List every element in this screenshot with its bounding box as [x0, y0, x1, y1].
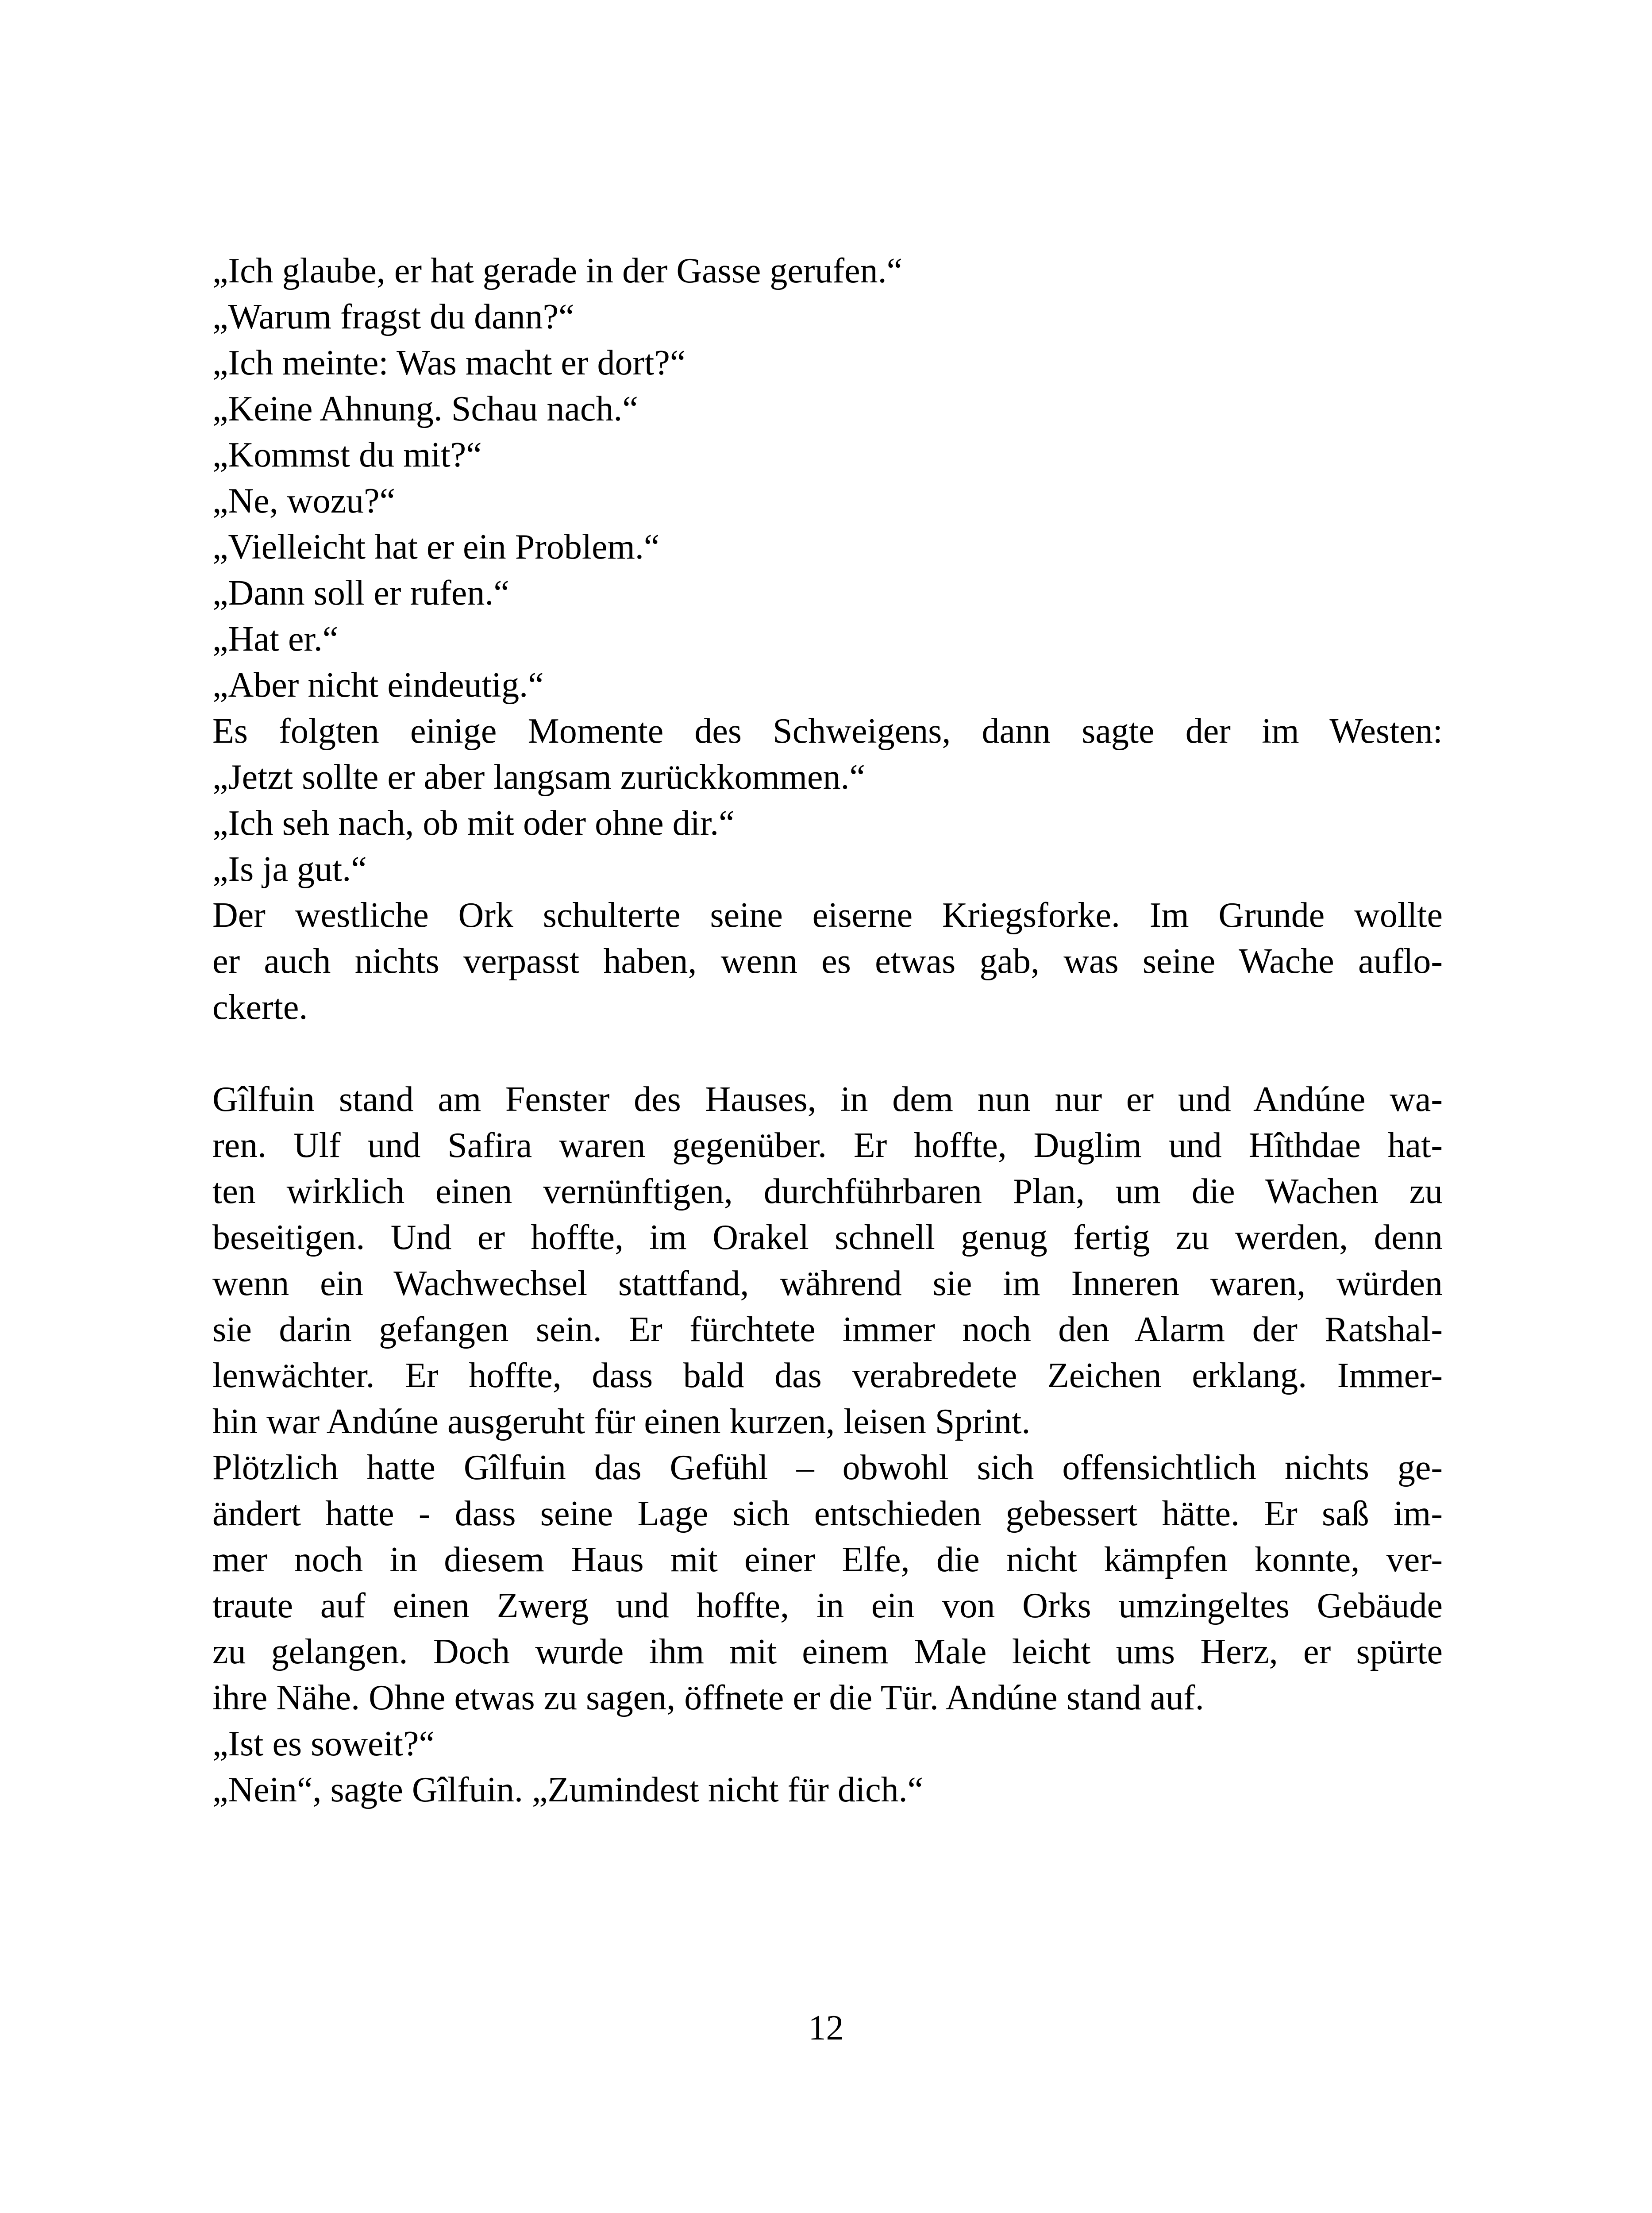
paragraph-line: Gîlfuin stand am Fenster des Hauses, in dem nun nur er und Andúne wa-: [212, 1080, 1443, 1119]
dialogue-line: „Dann soll er rufen.“: [212, 574, 509, 613]
dialogue-line: „Hat er.“: [212, 620, 339, 659]
dialogue-line: „Jetzt sollte er aber langsam zurückkommen.“: [212, 758, 865, 797]
paragraph-line: ten wirklich einen vernünftigen, durchführbaren Plan, um die Wachen zu: [212, 1172, 1443, 1211]
paragraph-line: lenwächter. Er hoffte, dass bald das verabredete Zeichen erklang. Immer-: [212, 1356, 1443, 1395]
dialogue-line: „Ich glaube, er hat gerade in der Gasse gerufen.“: [212, 251, 903, 290]
dialogue-line: „Keine Ahnung. Schau nach.“: [212, 389, 638, 428]
dialogue-line: „Ich meinte: Was macht er dort?“: [212, 343, 686, 382]
paragraph-line: mer noch in diesem Haus mit einer Elfe, die nicht kämpfen konnte, ver-: [212, 1540, 1443, 1579]
paragraph-line: Plötzlich hatte Gîlfuin das Gefühl – obwohl sich offensichtlich nichts ge-: [212, 1448, 1443, 1487]
paragraph-line: traute auf einen Zwerg und hoffte, in ein von Orks umzingeltes Gebäude: [212, 1586, 1443, 1625]
narration-line: Es folgten einige Momente des Schweigens, dann sagte der im Westen:: [212, 712, 1443, 751]
dialogue-line: „Is ja gut.“: [212, 850, 367, 889]
dialogue-line: „Ist es soweit?“: [212, 1724, 435, 1763]
paragraph-line: ändert hatte - dass seine Lage sich entschieden gebessert hätte. Er saß im-: [212, 1494, 1443, 1533]
dialogue-line: „Ich seh nach, ob mit oder ohne dir.“: [212, 804, 735, 843]
paragraph-line: beseitigen. Und er hoffte, im Orakel schnell genug fertig zu werden, denn: [212, 1218, 1443, 1257]
paragraph-line: wenn ein Wachwechsel stattfand, während sie im Inneren waren, würden: [212, 1264, 1443, 1303]
dialogue-line: „Kommst du mit?“: [212, 436, 482, 474]
paragraph-line: zu gelangen. Doch wurde ihm mit einem Male leicht ums Herz, er spürte: [212, 1632, 1443, 1671]
dialogue-line: „Aber nicht eindeutig.“: [212, 666, 544, 705]
dialogue-line: „Warum fragst du dann?“: [212, 297, 574, 336]
dialogue-line: „Vielleicht hat er ein Problem.“: [212, 528, 660, 567]
paragraph-line: er auch nichts verpasst haben, wenn es etwas gab, was seine Wache auflo-: [212, 942, 1443, 981]
paragraph-line: ckerte.: [212, 988, 308, 1027]
dialogue-line: „Nein“, sagte Gîlfuin. „Zumindest nicht für dich.“: [212, 1770, 924, 1809]
paragraph-line: ren. Ulf und Safira waren gegenüber. Er hoffte, Duglim und Hîthdae hat-: [212, 1126, 1443, 1165]
page-number: 12: [808, 2009, 844, 2047]
paragraph-line: sie darin gefangen sein. Er fürchtete immer noch den Alarm der Ratshal-: [212, 1310, 1443, 1349]
paragraph-gap: [212, 1030, 1443, 1076]
paragraph-line: ihre Nähe. Ohne etwas zu sagen, öffnete er die Tür. Andúne stand auf.: [212, 1678, 1204, 1717]
page-body: [212, 248, 1443, 1813]
paragraph-line: Der westliche Ork schulterte seine eiserne Kriegsforke. Im Grunde wollte: [212, 896, 1443, 935]
dialogue-line: „Ne, wozu?“: [212, 482, 396, 520]
paragraph-line: hin war Andúne ausgeruht für einen kurzen, leisen Sprint.: [212, 1402, 1031, 1441]
